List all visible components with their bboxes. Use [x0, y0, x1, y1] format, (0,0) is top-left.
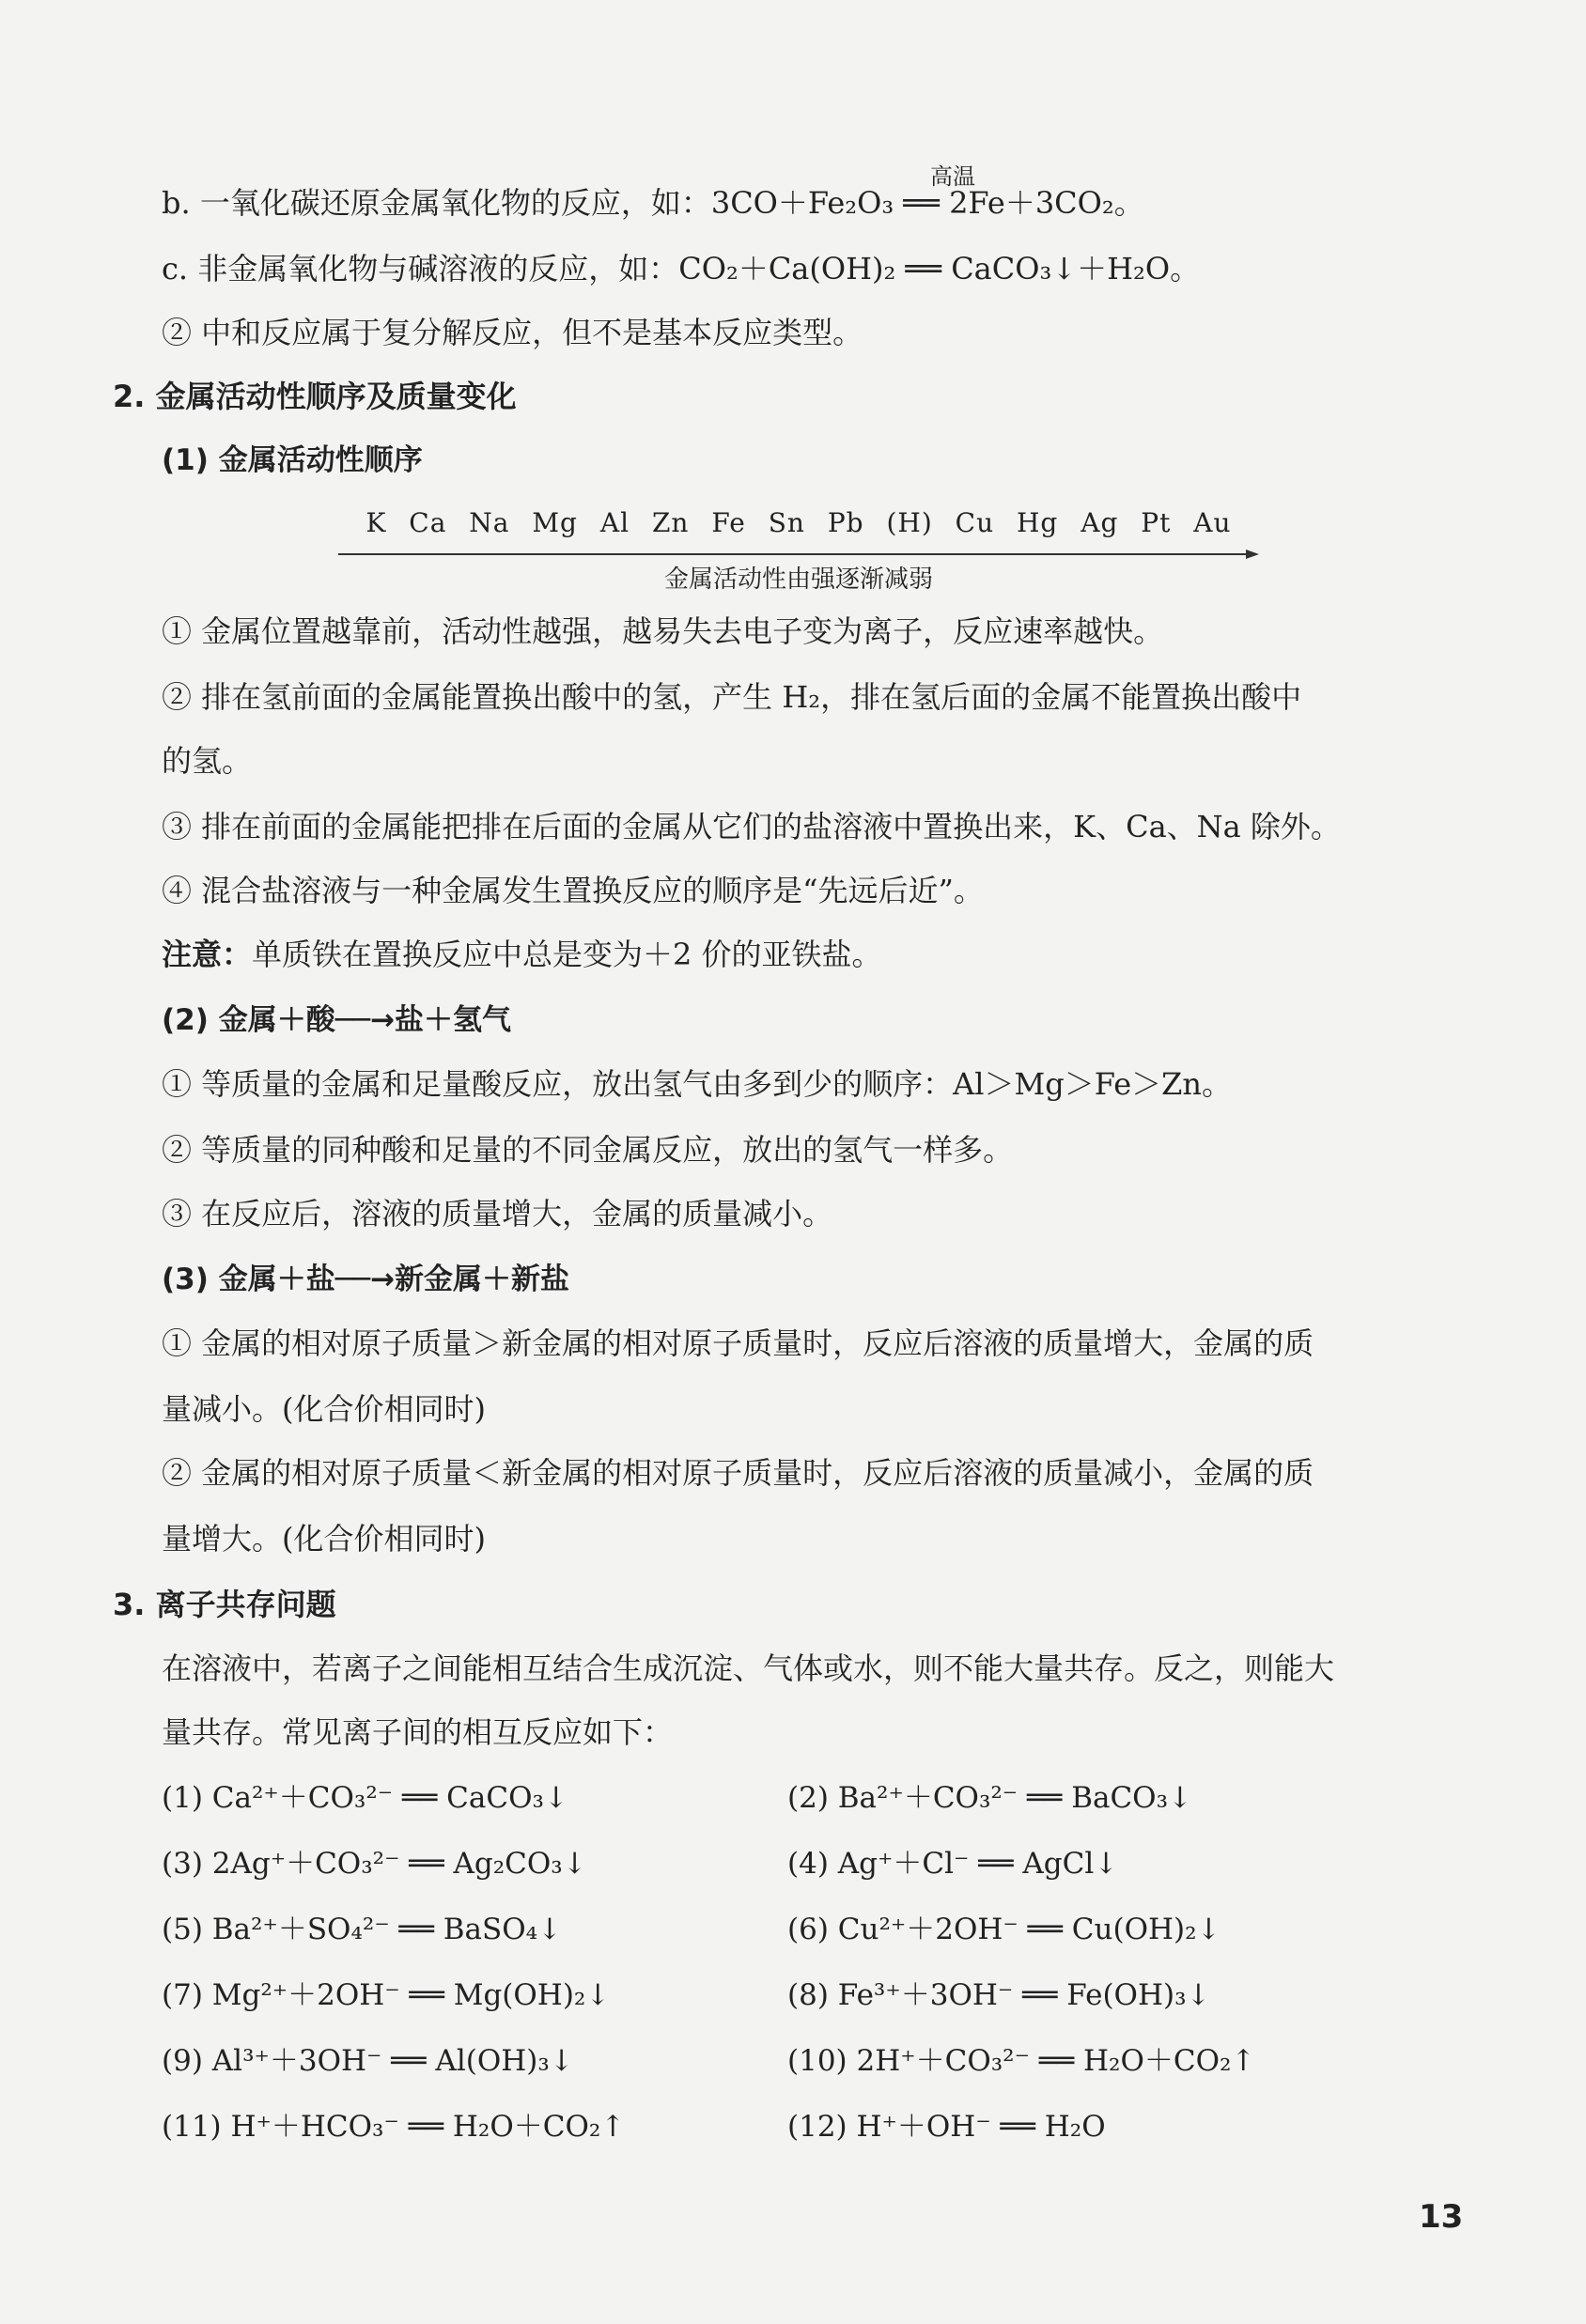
section-2-title: 2. 金属活动性顺序及质量变化: [113, 379, 517, 414]
equation: (8) Fe³⁺＋3OH⁻ ══ Fe(OH)₃↓: [787, 1978, 1211, 2012]
subsection-3-title: (3) 金属＋盐──→新金属＋新盐: [162, 1263, 569, 1296]
point-2-line-2: 的氢。: [162, 743, 253, 779]
equation: (3) 2Ag⁺＋CO₃²⁻ ══ Ag₂CO₃↓: [162, 1847, 587, 1881]
section-3-intro-line-1: 在溶液中，若离子之间能相互结合生成沉淀、气体或水，则不能大量共存。反之，则能大: [162, 1650, 1335, 1686]
equation: (5) Ba²⁺＋SO₄²⁻ ══ BaSO₄↓: [162, 1913, 563, 1946]
point-3: ③ 排在前面的金属能把排在后面的金属从它们的盐溶液中置换出来，K、Ca、Na 除外。: [162, 809, 1341, 844]
salt-point-2-line-2: 量增大。(化合价相同时): [162, 1521, 486, 1557]
subsection-2-title: (2) 金属＋酸──→盐＋氢气: [162, 1003, 511, 1037]
salt-point-1-line-1: ① 金属的相对原子质量＞新金属的相对原子质量时，反应后溶液的质量增大，金属的质: [162, 1325, 1314, 1361]
line-b: b. 一氧化碳还原金属氧化物的反应，如：3CO＋Fe₂O₃ ══ 2Fe＋3CO₂。: [162, 185, 1144, 221]
subsection-1-title: (1) 金属活动性顺序: [162, 443, 423, 477]
equation: (2) Ba²⁺＋CO₃²⁻ ══ BaCO₃↓: [787, 1781, 1193, 1815]
equation: (10) 2H⁺＋CO₃²⁻ ══ H₂O＋CO₂↑: [787, 2044, 1256, 2078]
equation: (4) Ag⁺＋Cl⁻ ══ AgCl↓: [787, 1847, 1119, 1881]
equation: (9) Al³⁺＋3OH⁻ ══ Al(OH)₃↓: [162, 2044, 574, 2078]
acid-point-3: ③ 在反应后，溶液的质量增大，金属的质量减小。: [162, 1196, 833, 1232]
arrow-right-icon: [338, 549, 1259, 560]
equation: (6) Cu²⁺＋2OH⁻ ══ Cu(OH)₂↓: [787, 1913, 1221, 1946]
section-3-title: 3. 离子共存问题: [113, 1587, 336, 1622]
equation: (7) Mg²⁺＋2OH⁻ ══ Mg(OH)₂↓: [162, 1978, 611, 2012]
activity-series-metals: K Ca Na Mg Al Zn Fe Sn Pb (H) Cu Hg Ag Pt Au: [365, 507, 1232, 538]
acid-point-1: ① 等质量的金属和足量酸反应，放出氢气由多到少的顺序：Al＞Mg＞Fe＞Zn。: [162, 1066, 1233, 1102]
note-label: 注意：: [162, 937, 253, 972]
activity-series: [338, 507, 1259, 594]
line-c: c. 非金属氧化物与碱溶液的反应，如：CO₂＋Ca(OH)₂ ══ CaCO₃↓＋H₂O。: [162, 251, 1201, 287]
equation: (12) H⁺＋OH⁻ ══ H₂O: [787, 2110, 1106, 2144]
point-1: ① 金属位置越靠前，活动性越强，越易失去电子变为离子，反应速率越快。: [162, 613, 1164, 649]
note: [162, 936, 882, 973]
activity-series-caption: 金属活动性由强逐渐减弱: [663, 566, 933, 594]
note-text: 单质铁在置换反应中总是变为＋2 价的亚铁盐。: [252, 937, 882, 972]
salt-point-1-line-2: 量减小。(化合价相同时): [162, 1391, 486, 1427]
salt-point-2-line-1: ② 金属的相对原子质量＜新金属的相对原子质量时，反应后溶液的质量减小，金属的质: [162, 1455, 1314, 1491]
point-2-line-1: ② 排在氢前面的金属能置换出酸中的氢，产生 H₂，排在氢后面的金属不能置换出酸中: [162, 679, 1302, 715]
line-neutralization: ② 中和反应属于复分解反应，但不是基本反应类型。: [162, 315, 863, 350]
reaction-condition: 高温: [930, 163, 975, 190]
equation: (11) H⁺＋HCO₃⁻ ══ H₂O＋CO₂↑: [162, 2110, 626, 2144]
section-3-intro-line-2: 量共存。常见离子间的相互反应如下：: [162, 1714, 674, 1750]
acid-point-2: ② 等质量的同种酸和足量的不同金属反应，放出的氢气一样多。: [162, 1132, 1014, 1168]
equation: (1) Ca²⁺＋CO₃²⁻ ══ CaCO₃↓: [162, 1781, 568, 1815]
point-4: ④ 混合盐溶液与一种金属发生置换反应的顺序是“先远后近”。: [162, 873, 984, 908]
page-number: 13: [1419, 2198, 1464, 2236]
